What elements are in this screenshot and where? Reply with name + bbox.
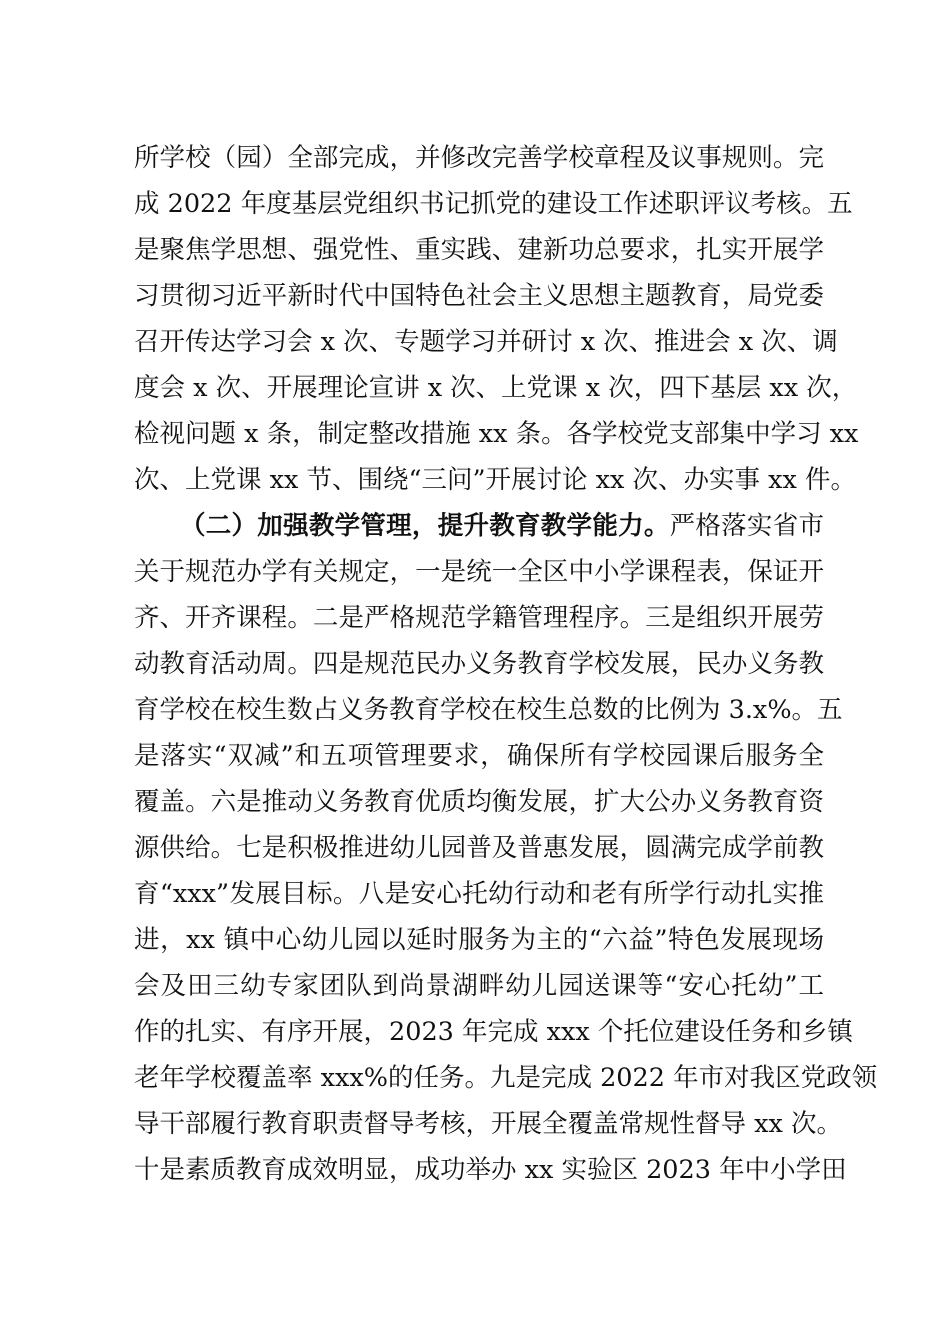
text-line: 所学校（园）全部完成，并修改完善学校章程及议事规则。完 [134, 143, 824, 173]
text-line: 老年学校覆盖率 xxx%的任务。九是完成 2022 年市对我区党政领 [134, 1063, 878, 1093]
text-line: 导干部履行教育职责督导考核，开展全覆盖常规性督导 xx 次。 [134, 1109, 842, 1139]
section-heading: （二）加强教学管理，提升教育教学能力。 [180, 511, 670, 541]
text-line: 是聚焦学思想、强党性、重实践、建新功总要求，扎实开展学 [134, 235, 824, 265]
text-line: 齐、开齐课程。二是严格规范学籍管理程序。三是组织开展劳 [134, 603, 824, 633]
text-line: 源供给。七是积极推进幼儿园普及普惠发展，圆满完成学前教 [134, 833, 824, 863]
text-line: 育学校在校生数占义务教育学校在校生总数的比例为 3.x%。五 [134, 695, 843, 725]
text-line: 检视问题 x 条，制定整改措施 xx 条。各学校党支部集中学习 xx [134, 419, 859, 449]
text-line: 成 2022 年度基层党组织书记抓党的建设工作述职评议考核。五 [134, 189, 853, 219]
text-line: 覆盖。六是推动义务教育优质均衡发展，扩大公办义务教育资 [134, 787, 824, 817]
text-line: 是落实“双减”和五项管理要求，确保所有学校园课后服务全 [134, 741, 824, 771]
text-line: 作的扎实、有序开展，2023 年完成 xxx 个托位建设任务和乡镇 [134, 1017, 853, 1047]
text-line: 动教育活动周。四是规范民办义务教育学校发展，民办义务教 [134, 649, 824, 679]
text-line: 关于规范办学有关规定，一是统一全区中小学课程表，保证开 [134, 557, 824, 587]
section-heading-continuation: 严格落实省市 [669, 511, 824, 541]
text-line: 召开传达学习会 x 次、专题学习并研讨 x 次、推进会 x 次、调 [134, 327, 838, 357]
text-line: 十是素质教育成效明显，成功举办 xx 实验区 2023 年中小学田 [134, 1155, 847, 1185]
text-line: 进，xx 镇中心幼儿园以延时服务为主的“六益”特色发展现场 [134, 925, 824, 955]
text-line: 会及田三幼专家团队到尚景湖畔幼儿园送课等“安心托幼”工 [134, 971, 824, 1001]
section-heading-line [180, 506, 824, 546]
text-line: 度会 x 次、开展理论宣讲 x 次、上党课 x 次，四下基层 xx 次， [134, 373, 858, 403]
text-line: 次、上党课 xx 节、围绕“三问”开展讨论 xx 次、办实事 xx 件。 [134, 465, 856, 495]
text-line: 习贯彻习近平新时代中国特色社会主义思想主题教育，局党委 [134, 281, 824, 311]
text-line: 育“xxx”发展目标。八是安心托幼行动和老有所学行动扎实推 [134, 879, 824, 909]
